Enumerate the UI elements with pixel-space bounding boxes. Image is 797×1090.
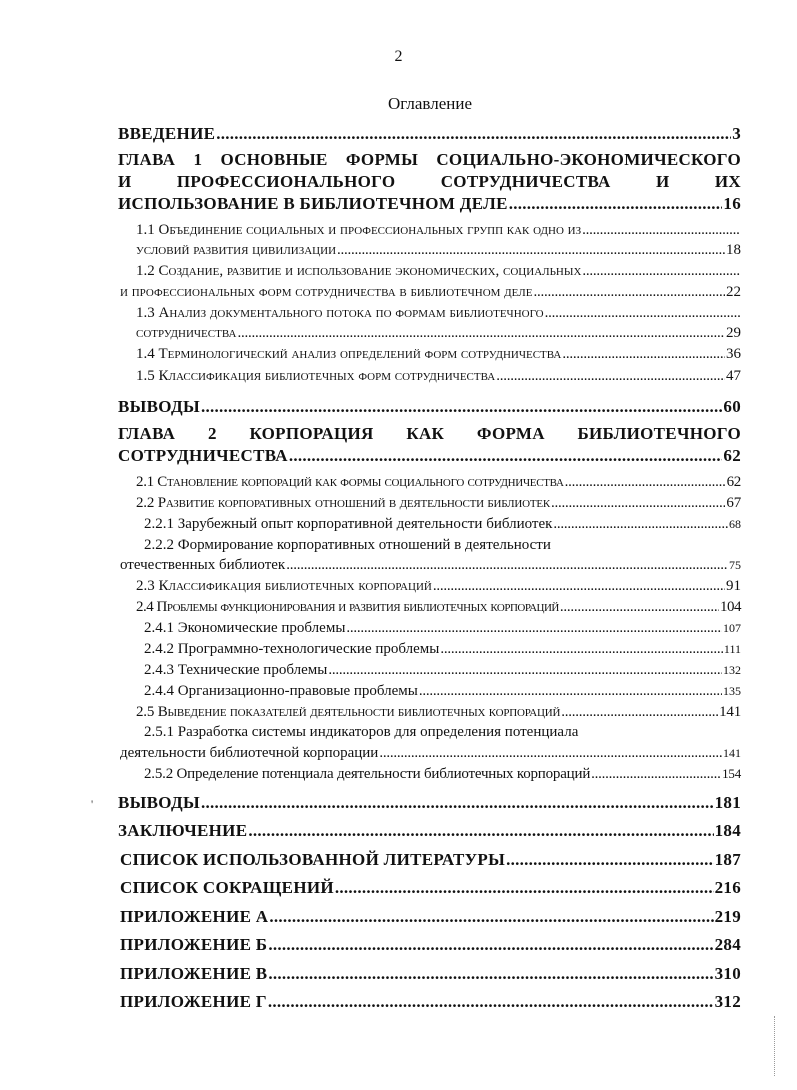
toc-label: 2.4.3 Технические проблемы (144, 662, 328, 678)
toc-entry-appendix-g[interactable] (120, 992, 741, 1012)
toc-entry-conclusions-1[interactable] (118, 397, 741, 417)
toc-entry-appendix-b[interactable] (120, 935, 741, 955)
toc-page: 29 (726, 325, 741, 341)
margin-mark: ' (91, 797, 94, 811)
toc-page: 62 (723, 446, 741, 465)
toc-entry-abbreviations[interactable] (120, 878, 741, 898)
toc-entry-1-1[interactable] (136, 222, 741, 239)
toc-page: 62 (726, 474, 741, 490)
toc-label: ЗАКЛЮЧЕНИЕ (118, 821, 248, 840)
toc-label: ПРИЛОЖЕНИЕ В (120, 964, 268, 983)
toc-entry-2-5[interactable] (136, 704, 741, 721)
toc-label: СПИСОК ИСПОЛЬЗОВАННОЙ ЛИТЕРАТУРЫ (120, 850, 506, 869)
toc-entry-chapter2[interactable] (118, 446, 741, 466)
toc-page: 284 (714, 935, 741, 954)
toc-label: 1.2 Создание, развитие и использование экономических, социальных (136, 263, 582, 279)
toc-page: 219 (714, 907, 741, 926)
toc-label: 2.5 Выведение показателей деятельности библиотечных корпораций (136, 704, 561, 720)
toc-entry-conclusions-2[interactable] (118, 793, 741, 813)
toc-page: 310 (714, 964, 741, 983)
toc-label: 2.1 Становление корпораций как формы социального сотрудничества (136, 474, 564, 490)
toc-entry-2-5-1[interactable]: 2.5.1 Разработка системы индикаторов для определения потенциала (144, 724, 579, 740)
toc-page: 3 (732, 124, 741, 143)
toc-label: ИСПОЛЬЗОВАНИЕ В БИБЛИОТЕЧНОМ ДЕЛЕ (118, 194, 508, 213)
toc-entry-2-4-4[interactable] (144, 683, 741, 700)
toc-entry-2-3[interactable] (136, 578, 741, 595)
toc-label: 2.3 Классификация библиотечных корпораций (136, 578, 432, 594)
toc-page: 68 (729, 517, 741, 531)
toc-label: условий развития цивилизации (136, 242, 337, 258)
toc-page: 47 (726, 368, 741, 384)
toc-label: ВВЕДЕНИЕ (118, 124, 216, 143)
toc-entry-2-4-3[interactable] (144, 662, 741, 679)
toc-page: 75 (729, 558, 741, 572)
chapter1-heading-line2: И ПРОФЕССИОНАЛЬНОГО СОТРУДНИЧЕСТВА И ИХ (118, 172, 741, 191)
toc-label: 2.4.1 Экономические проблемы (144, 620, 346, 636)
toc-entry-1-3[interactable] (136, 305, 741, 322)
page-number: 2 (394, 48, 403, 65)
toc-label: 1.5 Классификация библиотечных форм сотрудничества (136, 368, 496, 384)
toc-page: 135 (723, 684, 741, 698)
toc-label: СПИСОК СОКРАЩЕНИЙ (120, 878, 334, 897)
toc-label: ПРИЛОЖЕНИЕ Б (120, 935, 268, 954)
toc-label: ПРИЛОЖЕНИЕ Г (120, 992, 267, 1011)
toc-label: сотрудничества (136, 325, 237, 341)
toc-entry-1-2[interactable] (136, 263, 741, 280)
scan-edge-marks (774, 1016, 785, 1076)
toc-label: 2.4.4 Организационно-правовые проблемы (144, 683, 418, 699)
toc-page: 132 (723, 663, 741, 677)
toc-entry-1-1-cont[interactable] (136, 242, 741, 259)
toc-entry-1-3-cont[interactable] (136, 325, 741, 342)
toc-page: 187 (714, 850, 741, 869)
toc-page: 184 (714, 821, 741, 840)
toc-entry-appendix-a[interactable] (120, 907, 741, 927)
chapter2-heading-line1: ГЛАВА 2 КОРПОРАЦИЯ КАК ФОРМА БИБЛИОТЕЧНОГО (118, 424, 741, 443)
toc-page: 91 (726, 578, 741, 594)
toc-entry-2-2-2[interactable]: 2.2.2 Формирование корпоративных отношений в деятельности (144, 537, 551, 553)
toc-page: 154 (722, 766, 741, 781)
toc-label: ПРИЛОЖЕНИЕ А (120, 907, 269, 926)
toc-entry-2-5-2[interactable] (144, 766, 741, 783)
chapter1-heading-line1: ГЛАВА 1 ОСНОВНЫЕ ФОРМЫ СОЦИАЛЬНО-ЭКОНОМИЧЕСКОГО (118, 150, 741, 169)
toc-title: Оглавление (388, 94, 472, 113)
toc-page: 16 (723, 194, 741, 213)
toc-label: деятельности библиотечной корпорации (120, 745, 379, 761)
toc-entry-2-4-2[interactable] (144, 641, 741, 658)
toc-page: 312 (714, 992, 741, 1011)
toc-page: 60 (723, 397, 741, 416)
toc-entry-conclusion[interactable] (118, 821, 741, 841)
toc-entry-2-5-1-cont[interactable] (120, 745, 741, 762)
toc-label: СОТРУДНИЧЕСТВА (118, 446, 288, 465)
toc-entry-2-4[interactable] (136, 599, 741, 616)
toc-page: 36 (726, 346, 741, 362)
toc-page: 216 (714, 878, 741, 897)
toc-entry-references[interactable] (120, 850, 741, 870)
toc-label: 2.4.2 Программно-технологические проблемы (144, 641, 440, 657)
toc-entry-2-2-2-cont[interactable] (120, 557, 741, 574)
toc-page: 111 (723, 642, 741, 656)
toc-page: 107 (723, 621, 741, 635)
toc-entry-1-5[interactable] (136, 368, 741, 385)
toc-entry-2-2[interactable] (136, 495, 741, 512)
toc-label: 2.2.1 Зарубежный опыт корпоративной деятельности библиотек (144, 516, 553, 532)
toc-entry-intro[interactable] (118, 124, 741, 144)
toc-page: 141 (719, 704, 741, 720)
toc-entry-2-4-1[interactable] (144, 620, 741, 637)
toc-entry-2-1[interactable] (136, 474, 741, 491)
toc-label: 2.5.2 Определение потенциала деятельности библиотечных корпораций (144, 766, 591, 782)
toc-page: 141 (723, 746, 741, 760)
toc-page: 22 (726, 284, 741, 300)
toc-entry-2-2-1[interactable] (144, 516, 741, 533)
toc-entry-appendix-v[interactable] (120, 964, 741, 984)
toc-label: и профессиональных форм сотрудничества в библиотечном деле (120, 284, 533, 300)
toc-page: 104 (720, 599, 741, 615)
toc-entry-1-2-cont[interactable] (120, 284, 741, 301)
toc-label: отечественных библиотек (120, 557, 286, 573)
toc-entry-1-4[interactable] (136, 346, 741, 363)
toc-entry-chapter1[interactable] (118, 194, 741, 214)
toc-page: 67 (726, 495, 741, 511)
toc-label: 2.4 Проблемы функционирования и развития библиотечных корпораций (136, 599, 559, 615)
toc-label: 1.1 Объединение социальных и профессиональных групп как одно из (136, 222, 582, 238)
toc-label: ВЫВОДЫ (118, 793, 200, 812)
toc-label: 2.2 Развитие корпоративных отношений в деятельности библиотек (136, 495, 551, 511)
toc-label: 1.3 Анализ документального потока по формам библиотечного (136, 305, 544, 321)
toc-label: ВЫВОДЫ (118, 397, 200, 416)
toc-page: 18 (726, 242, 741, 258)
toc-label: 1.4 Терминологический анализ определений форм сотрудничества (136, 346, 562, 362)
toc-page: 181 (714, 793, 741, 812)
